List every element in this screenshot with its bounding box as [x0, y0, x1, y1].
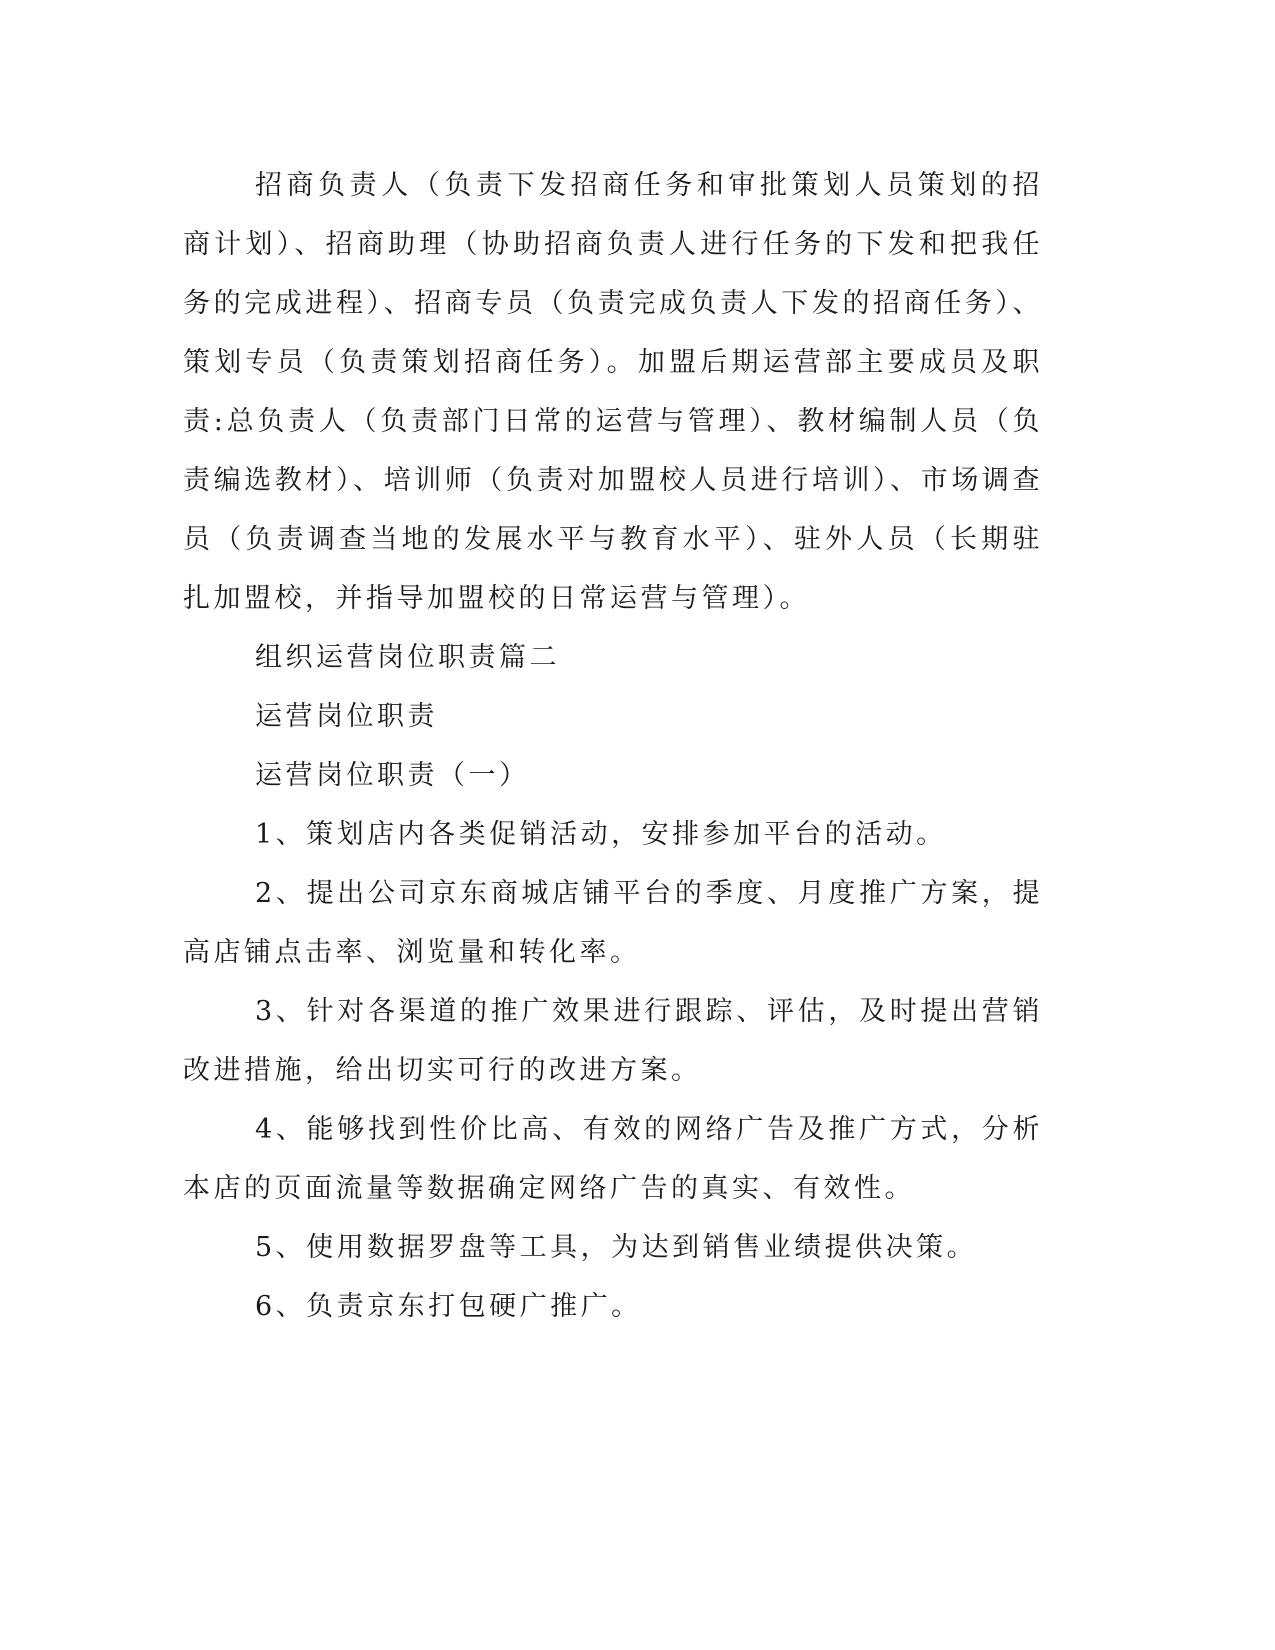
- paragraph-recruitment-roles: 招商负责人（负责下发招商任务和审批策划人员策划的招商计划）、招商助理（协助招商负责人进行任务的下发和把我任务的完成进程）、招商专员（负责完成负责人下发的招商任务）、策划专员（负责策划招商任务）。加盟后期运营部主要成员及职责:总负责人（负责部门日常的运营与管理）、教材编制人员（负责编选教材）、培训师（负责对加盟校人员进行培训）、市场调查员（负责调查当地的发展水平与教育水平）、驻外人员（长期驻扎加盟校，并指导加盟校的日常运营与管理）。: [183, 170, 1043, 614]
- subsection-heading-one: 运营岗位职责（一）: [255, 760, 530, 791]
- list-item-6: 6、负责京东打包硬广推广。: [255, 1291, 642, 1322]
- section-heading-part-two: 组织运营岗位职责篇二: [255, 642, 560, 673]
- section-heading-operations-duties: 运营岗位职责: [255, 701, 438, 732]
- list-item-5: 5、使用数据罗盘等工具，为达到销售业绩提供决策。: [255, 1232, 978, 1263]
- list-item-1: 1、策划店内各类促销活动，安排参加平台的活动。: [255, 819, 947, 850]
- list-item-2: 2、提出公司京东商城店铺平台的季度、月度推广方案，提高店铺点击率、浏览量和转化率。: [183, 878, 1043, 968]
- document-body: [183, 156, 1043, 1336]
- list-item-4: 4、能够找到性价比高、有效的网络广告及推广方式，分析本店的页面流量等数据确定网络广告的真实、有效性。: [183, 1114, 1043, 1204]
- list-item-3: 3、针对各渠道的推广效果进行跟踪、评估，及时提出营销改进措施，给出切实可行的改进方案。: [183, 996, 1043, 1086]
